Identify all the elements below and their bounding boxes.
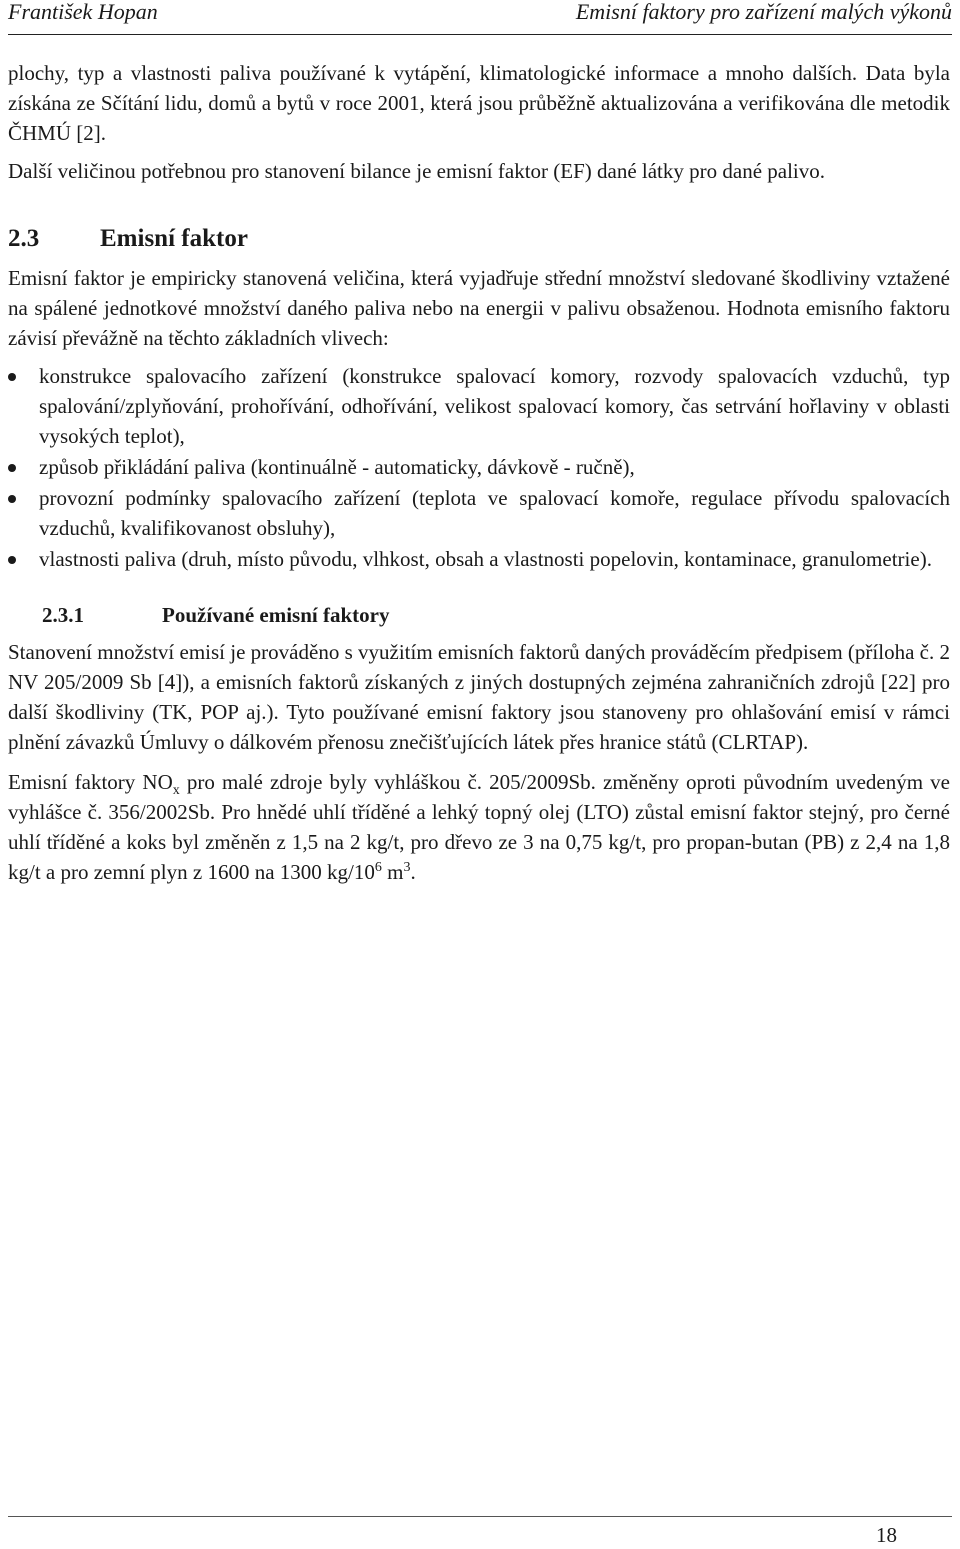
list-item-text: konstrukce spalovacího zařízení (konstrukce spalovací komory, rozvody spalovacích vzduchů, typ spalování/zplyňování, prohořívání, odhořívání, velikost spalovací komory, čas setrvání hořlaviny v oblasti vysokých teplot), bbox=[39, 364, 950, 448]
header-document-title: Emisní faktory pro zařízení malých výkonů bbox=[575, 0, 952, 24]
list-item-text: provozní podmínky spalovacího zařízení (teplota ve spalovací komoře, regulace přívodu spalovacích vzduchů, kvalifikovanost obsluhy), bbox=[39, 486, 950, 540]
page-number: 18 bbox=[876, 1523, 897, 1547]
subsection-paragraph-2 bbox=[8, 767, 950, 887]
subscript: x bbox=[172, 783, 180, 799]
influence-list bbox=[8, 361, 950, 574]
list-item bbox=[8, 452, 950, 482]
subsection-number: 2.3.1 bbox=[42, 603, 84, 627]
page-footer bbox=[8, 1516, 952, 1547]
section-heading bbox=[8, 224, 950, 254]
bullet-icon bbox=[8, 495, 16, 503]
intro-paragraph-1: plochy, typ a vlastnosti paliva používané k vytápění, klimatologické informace a mnoho dalších. Data byla získána ze Sčítání lidu, domů a bytů v roce 2001, která jsou průběžně aktualizována a verifikována dle metodik ČHMÚ [2]. bbox=[8, 61, 950, 145]
list-item bbox=[8, 483, 950, 543]
list-item bbox=[8, 544, 950, 574]
list-item-text: způsob přikládání paliva (kontinuálně - automaticky, dávkově - ručně), bbox=[39, 455, 635, 479]
section-number: 2.3 bbox=[8, 225, 40, 252]
intro-paragraph-2: Další veličinou potřebnou pro stanovení bilance je emisní faktor (EF) dané látky pro dané palivo. bbox=[8, 159, 826, 183]
list-item bbox=[8, 361, 950, 451]
paragraph-text: pro malé zdroje byly vyhláškou č. 205/2009Sb. změněny oproti původním uvedeným ve vyhlášce č. 356/2002Sb. Pro hnědé uhlí tříděné a lehký topný olej (LTO) zůstal emisní faktor stejný, pro černé uhlí tříděné a koks byl změněn z 1,5 na 2 kg/t, pro dřevo ze 3 na 0,75 kg/t, pro propan-butan (PB) z 2,4 na 1,8 kg/t a pro zemní plyn z 1600 na 1300 kg/10 bbox=[8, 770, 950, 884]
paragraph-text: m bbox=[381, 860, 404, 884]
superscript: 6 bbox=[374, 860, 382, 875]
paragraph-text: . bbox=[410, 860, 416, 884]
bullet-icon bbox=[8, 464, 16, 472]
bullet-icon bbox=[8, 373, 16, 381]
paragraph-text: Emisní faktory NO bbox=[8, 770, 173, 794]
list-item-text: vlastnosti paliva (druh, místo původu, vlhkost, obsah a vlastnosti popelovin, kontaminace, granulometrie). bbox=[39, 547, 932, 571]
subsection-heading bbox=[8, 600, 950, 630]
superscript: 3 bbox=[403, 860, 411, 875]
page-header bbox=[8, 0, 952, 35]
section-paragraph: Emisní faktor je empiricky stanovená veličina, která vyjadřuje střední množství sledované škodliviny vztažené na spálené jednotkové množství daného paliva nebo na energii v palivu obsaženou. Hodnota emisního faktoru závisí převážně na těchto základních vlivech: bbox=[8, 266, 950, 350]
page-content bbox=[8, 58, 950, 887]
subsection-title: Používané emisní faktory bbox=[162, 603, 390, 627]
bullet-icon bbox=[8, 556, 16, 564]
section-title: Emisní faktor bbox=[100, 225, 248, 252]
header-author: František Hopan bbox=[8, 0, 158, 24]
subsection-paragraph-1: Stanovení množství emisí je prováděno s využitím emisních faktorů daných prováděcím předpisem (příloha č. 2 NV 205/2009 Sb [4]), a emisních faktorů získaných z jiných dostupných zejména zahraničních zdrojů [22] pro další škodliviny (TK, POP aj.). Tyto používané emisní faktory jsou stanoveny pro ohlašování emisí v rámci plnění závazků Úmluvy o dálkovém přenosu znečišťujících látek přes hranice států (CLRTAP). bbox=[8, 640, 950, 754]
